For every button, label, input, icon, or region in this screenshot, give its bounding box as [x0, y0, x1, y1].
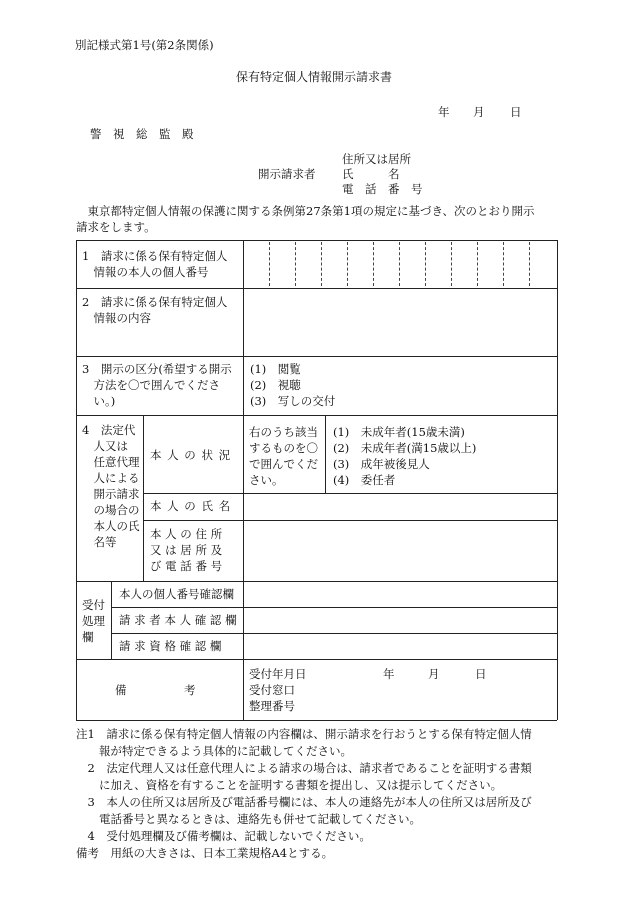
- remarks-line-2: 受付窓口: [249, 683, 295, 697]
- row1-label-line-1: 1 請求に係る保有特定個人: [82, 249, 228, 263]
- row3-label-line-1: 3 開示の区分(希望する開示: [82, 362, 232, 376]
- status-option-1[interactable]: (1) 未成年者(15歳未満): [333, 425, 465, 439]
- note-line-5: 3 本人の住所又は居所及び電話番号欄には、本人の連絡先が本人の住所又は居所及び: [76, 795, 532, 809]
- intro-line-1: 東京都特定個人情報の保護に関する条例第27条第1項の規定に基づき、次のとおり開示: [76, 204, 535, 218]
- intro-line-2: 請求をします。: [76, 220, 156, 234]
- status-option-2[interactable]: (2) 未成年者(満15歳以上): [333, 441, 477, 455]
- row1-label-line-2: 情報の本人の個人番号: [82, 265, 209, 279]
- status-option-3[interactable]: (3) 成年被後見人: [333, 457, 430, 471]
- disclosure-option-1[interactable]: (1) 閲覧: [250, 362, 301, 376]
- row4-label-line-5: 開示請求: [82, 487, 140, 501]
- remarks-date-year: 年: [383, 667, 395, 681]
- principal-name-label: 本 人 の 氏 名: [150, 499, 232, 513]
- row4-label-line-8: 名等: [82, 535, 117, 549]
- note-line-2: 報が特定できるよう具体的に記載してください。: [76, 744, 352, 758]
- addressee: 警 視 総 監 殿: [90, 127, 194, 141]
- date-day-label: 日: [510, 105, 522, 119]
- status-note-line-1: 右のうち該当: [249, 425, 318, 439]
- status-note-line-4: さい。: [249, 473, 284, 487]
- row4-label-line-4: 人による: [82, 471, 140, 485]
- disclosure-option-3[interactable]: (3) 写しの交付: [250, 394, 336, 408]
- reception-label-line-2: 処理: [82, 614, 105, 628]
- remarks-line-1: 受付年月日: [249, 667, 307, 681]
- note-line-8: 備考 用紙の大きさは、日本工業規格A4とする。: [76, 846, 334, 860]
- disclosure-option-2[interactable]: (2) 視聴: [250, 378, 301, 392]
- principal-address-label-line-1: 本 人 の 住 所: [150, 527, 223, 541]
- row4-label-line-6: の場合の: [82, 503, 140, 517]
- note-line-3: 2 法定代理人又は任意代理人による請求の場合は、請求者であることを証明する書類: [76, 761, 532, 775]
- page-title: 保有特定個人情報開示請求書: [236, 70, 393, 84]
- form-id: 別記様式第1号(第2条関係): [75, 38, 214, 52]
- note-line-6: 電話番号と異なるときは、連絡先も併せて記載してください。: [76, 812, 421, 826]
- row3-label-line-2: 方法を〇で囲んでくださ: [82, 378, 220, 392]
- principal-address-label-line-3: び 電 話 番 号: [150, 559, 223, 573]
- note-line-4: に加え、資格を有することを証明する書類を提出し、又は提示してください。: [76, 778, 503, 792]
- information-content-field[interactable]: [244, 289, 556, 355]
- row2-label-line-1: 2 請求に係る保有特定個人: [82, 295, 228, 309]
- requester-phone-label: 電 話 番 号: [342, 182, 423, 196]
- row3-label-line-3: い。): [82, 394, 116, 408]
- date-month-label: 月: [473, 105, 485, 119]
- note-line-7: 4 受付処理欄及び備考欄は、記載しないでください。: [76, 829, 371, 843]
- status-note-line-2: するものを〇: [249, 441, 318, 455]
- individual-number-field[interactable]: [244, 241, 556, 287]
- reception-item-2: 請 求 者 本 人 確 認 欄: [119, 613, 237, 627]
- reception-label-line-1: 受付: [82, 598, 105, 612]
- reception-item-1: 本人の個人番号確認欄: [119, 587, 234, 601]
- reception-label-line-3: 欄: [82, 630, 94, 644]
- reception-item-3: 請 求 資 格 確 認 欄: [119, 639, 222, 653]
- status-option-4[interactable]: (4) 委任者: [333, 473, 396, 487]
- row4-label-line-7: 本人の氏: [82, 519, 140, 533]
- principal-name-field[interactable]: [244, 494, 556, 519]
- row4-label-line-3: 任意代理: [82, 455, 140, 469]
- status-note-line-3: で囲んでくだ: [249, 457, 318, 471]
- remarks-date-day: 日: [475, 667, 487, 681]
- requester-name-label: 氏 名: [342, 167, 400, 181]
- remarks-date-month: 月: [428, 667, 440, 681]
- principal-address-field[interactable]: [244, 521, 556, 580]
- note-line-1: 注1 請求に係る保有特定個人情報の内容欄は、開示請求を行おうとする保有特定個人情: [76, 727, 532, 741]
- row2-label-line-2: 情報の内容: [82, 311, 151, 325]
- remarks-line-3: 整理番号: [249, 699, 295, 713]
- row4-label-line-1: 4 法定代: [82, 423, 136, 437]
- date-year-label: 年: [438, 105, 450, 119]
- principal-status-label: 本 人 の 状 況: [150, 448, 232, 462]
- requester-label: 開示請求者: [258, 167, 316, 181]
- requester-address-label: 住所又は居所: [342, 152, 411, 166]
- principal-address-label-line-2: 又 は 居 所 及: [150, 543, 223, 557]
- row4-label-line-2: 人又は: [82, 439, 128, 453]
- remarks-label: 備 考: [115, 683, 196, 697]
